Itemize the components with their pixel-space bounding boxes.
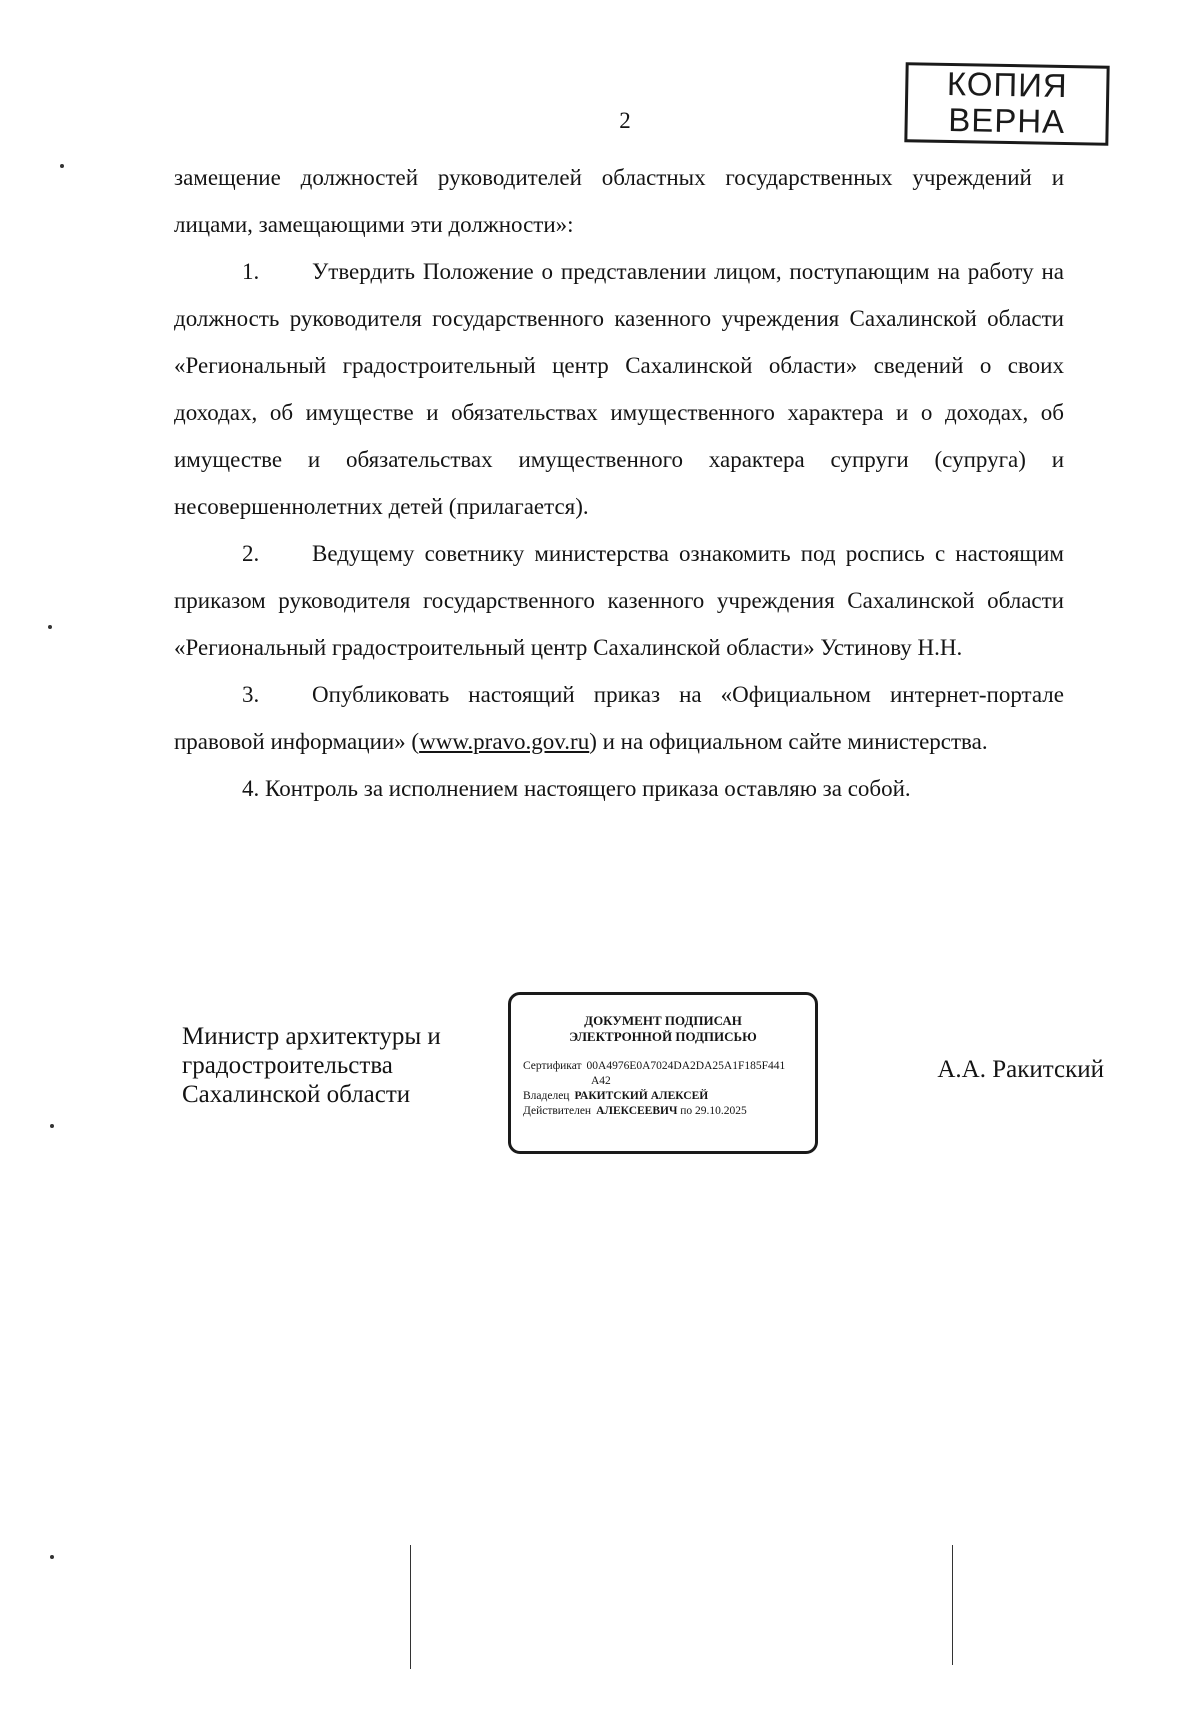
scan-line [410, 1545, 411, 1669]
esign-owner-value-cont: АЛЕКСЕЕВИЧ [596, 1105, 678, 1117]
esign-valid-row [523, 1104, 803, 1119]
esign-title-line-2: ЭЛЕКТРОННОЙ ПОДПИСЬЮ [569, 1029, 757, 1044]
copy-verified-stamp [904, 62, 1109, 146]
item-3-paragraph [174, 671, 1064, 765]
minister-title-line-3: Сахалинской области [182, 1081, 411, 1108]
esign-owner-row [523, 1089, 803, 1104]
esign-valid-value: по 29.10.2025 [680, 1105, 747, 1117]
scan-mark [60, 164, 64, 168]
minister-title [182, 1022, 482, 1109]
esign-certificate-value: 00A4976E0A7024DA2DA25A1F185F441 [586, 1060, 786, 1072]
pravo-gov-link[interactable]: www.pravo.gov.ru [419, 729, 590, 754]
electronic-signature-stamp [508, 992, 818, 1154]
signer-name: А.А. Ракитский [937, 1056, 1104, 1083]
minister-title-line-1: Министр архитектуры и [182, 1023, 441, 1050]
intro-paragraph: замещение должностей руководителей областных государственных учреждений и лицами, замещающими эти должности»: [174, 165, 1064, 237]
scan-line [952, 1545, 953, 1665]
scan-mark [48, 625, 52, 629]
esign-owner-value: РАКИТСКИЙ АЛЕКСЕЙ [574, 1090, 709, 1102]
item-3-text-before: Опубликовать настоящий приказ на «Официальном интернет-портале правовой информации» ( [174, 682, 1064, 754]
item-1-paragraph [174, 248, 1064, 530]
item-4-paragraph: 4. Контроль за исполнением настоящего приказа оставляю за собой. [242, 776, 911, 801]
item-3-text-after: ) и на официальном сайте министерства. [589, 729, 988, 754]
document-body [174, 154, 1064, 812]
item-2-paragraph [174, 530, 1064, 671]
esign-details [523, 1059, 803, 1119]
page-number: 2 [619, 108, 631, 133]
scan-mark [50, 1124, 54, 1128]
esign-certificate-label: Сертификат [523, 1060, 582, 1072]
item-1-text: Утвердить Положение о представлении лицом, поступающим на работу на должность руководителя государственного казенного учреждения Сахалинской области «Региональный градостроительный центр Сахалинской области» сведений о своих доходах, об имуществе и обязательствах имущественного характера и о доходах, об имуществе и обязательствах имущественного характера супруги (супруга) и несовершеннолетних детей (прилагается). [174, 259, 1064, 519]
item-2-number: 2. [242, 541, 260, 566]
esign-certificate-cont-row [523, 1074, 803, 1089]
esign-title [523, 1013, 803, 1045]
stamp-line-1: КОПИЯ [946, 64, 1069, 105]
esign-certificate-value-cont: A42 [591, 1075, 611, 1087]
item-3-number: 3. [242, 682, 260, 707]
esign-valid-label: Действителен [523, 1105, 592, 1117]
stamp-line-2: ВЕРНА [947, 100, 1066, 141]
item-2-text: Ведущему советнику министерства ознакомить под роспись с настоящим приказом руководителя государственного казенного учреждения Сахалинской области «Региональный градостроительный центр Сахалинской области» Устинову Н.Н. [174, 541, 1064, 660]
esign-certificate-row [523, 1059, 803, 1074]
minister-title-line-2: градостроительства [182, 1052, 393, 1079]
scan-mark [50, 1555, 54, 1559]
esign-owner-label: Владелец [523, 1090, 570, 1102]
item-1-number: 1. [242, 259, 260, 284]
esign-title-line-1: ДОКУМЕНТ ПОДПИСАН [584, 1013, 742, 1028]
